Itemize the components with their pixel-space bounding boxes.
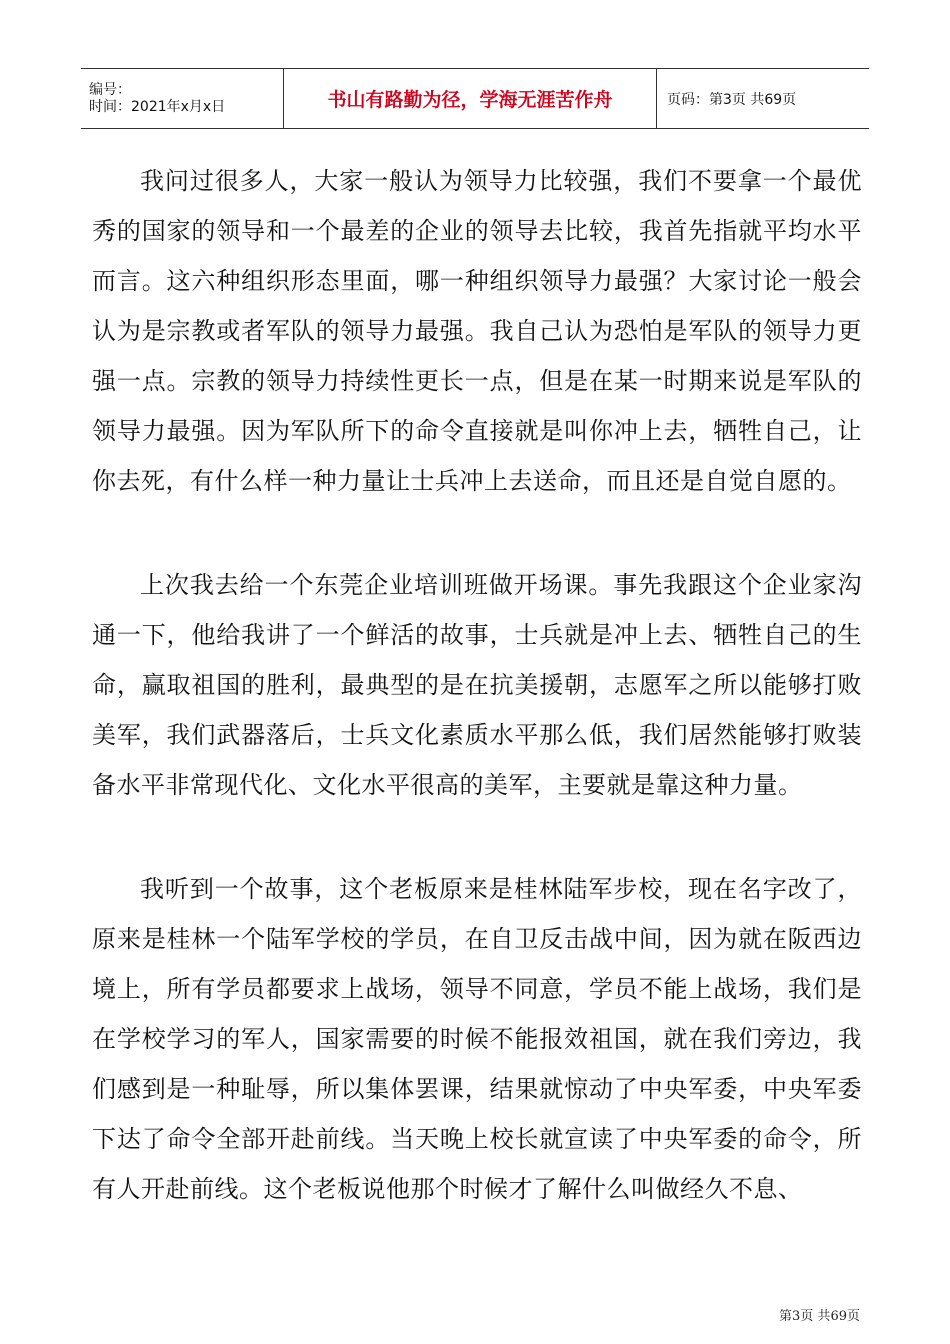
page-footer: 第3页 共69页 — [779, 1309, 860, 1324]
document-header — [81, 68, 869, 129]
number-label: 编号： — [89, 81, 131, 98]
header-page-code: 页码：第3页 共69页 — [667, 91, 797, 108]
paragraph: 上次我去给一个东莞企业培训班做开场课。事先我跟这个企业家沟通一下，他给我讲了一个鲜活的故事，士兵就是冲上去、牺牲自己的生命，赢取祖国的胜利，最典型的是在抗美援朝，志愿军之所以能够打败美军，我们武器落后，士兵文化素质水平那么低，我们居然能够打败装备水平非常现代化、文化水平很高的美军，主要就是靠这种力量。 — [92, 571, 862, 799]
paragraph: 我听到一个故事，这个老板原来是桂林陆军步校，现在名字改了，原来是桂林一个陆军学校的学员，在自卫反击战中间，因为就在阪西边境上，所有学员都要求上战场，领导不同意，学员不能上战场，我们是在学校学习的军人，国家需要的时候不能报效祖国，就在我们旁边，我们感到是一种耻辱，所以集体罢课，结果就惊动了中央军委，中央军委下达了命令全部开赴前线。当天晚上校长就宣读了中央军委的命令，所有人开赴前线。这个老板说他那个时候才了解什么叫做经久不息、 — [92, 875, 862, 1203]
paragraph: 我问过很多人，大家一般认为领导力比较强，我们不要拿一个最优秀的国家的领导和一个最差的企业的领导去比较，我首先指就平均水平而言。这六种组织形态里面，哪一种组织领导力最强？大家讨论一般会认为是宗教或者军队的领导力最强。我自己认为恐怕是军队的领导力更强一点。宗教的领导力持续性更长一点，但是在某一时期来说是军队的领导力最强。因为军队所下的命令直接就是叫你冲上去，牺牲自己，让你去死，有什么样一种力量让士兵冲上去送命，而且还是自觉自愿的。 — [92, 167, 862, 495]
header-meta — [81, 69, 283, 128]
header-slogan: 书山有路勤为径，学海无涯苦作舟 — [283, 69, 657, 128]
document-body — [92, 156, 862, 1268]
time-label: 时间：2021年x月x日 — [89, 98, 226, 115]
